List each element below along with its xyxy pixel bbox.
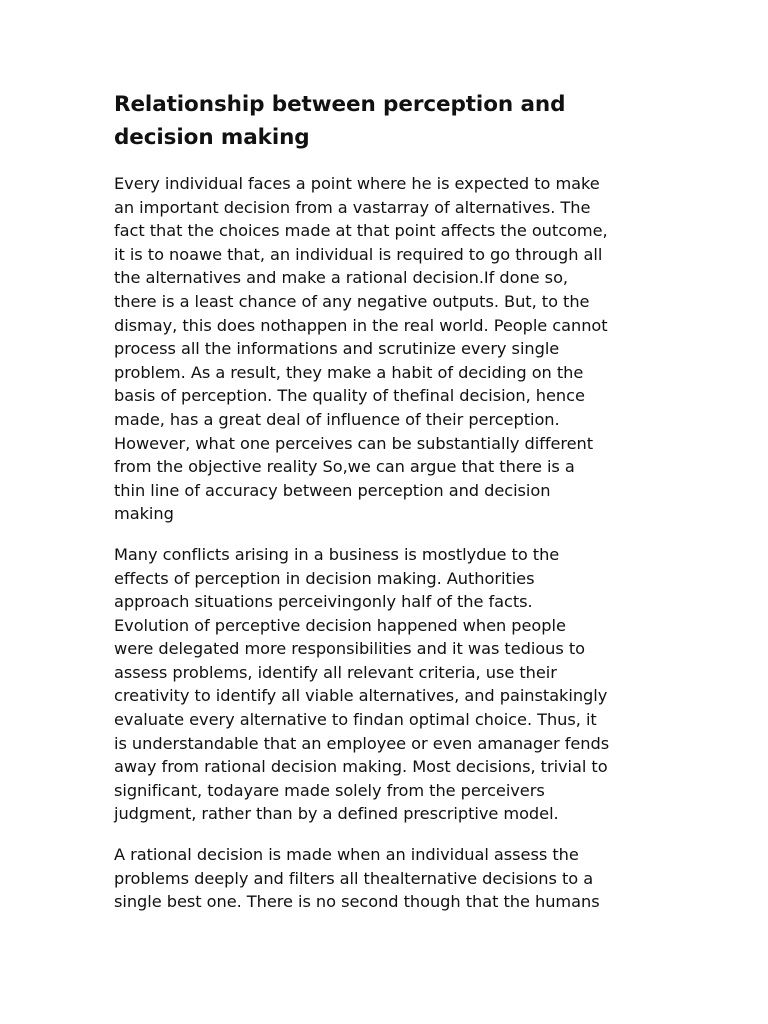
text-line: assess problems, identify all relevant criteria, use their (114, 662, 557, 682)
text-line: an important decision from a vastarray of alternatives. The (114, 197, 591, 217)
text-line: there is a least chance of any negative outputs. But, to the (114, 291, 590, 311)
document-title (114, 88, 659, 154)
text-line: made, has a great deal of influence of their perception. (114, 409, 560, 429)
text-line: evaluate every alternative to findan optimal choice. Thus, it (114, 710, 597, 730)
text-line: it is to noawe that, an individual is required to go through all (114, 244, 603, 264)
text-line: Many conflicts arising in a business is mostlydue to the (114, 544, 560, 564)
paragraph-3 (114, 843, 659, 914)
text-line: Every individual faces a point where he is expected to make (114, 174, 600, 193)
document-page (114, 88, 659, 931)
text-line: dismay, this does nothappen in the real world. People cannot (114, 315, 608, 335)
text-line: were delegated more responsibilities and it was tedious to (114, 639, 586, 659)
text-line: problems deeply and filters all thealternative decisions to a (114, 868, 594, 888)
text-line: thin line of accuracy between perception and decision (114, 480, 551, 500)
text-line: A rational decision is made when an individual assess the (114, 845, 579, 865)
title-line: Relationship between perception and (114, 92, 566, 117)
text-line: significant, todayare made solely from the perceivers (114, 780, 545, 800)
text-line: However, what one perceives can be substantially different (114, 433, 594, 453)
text-line: fact that the choices made at that point affects the outcome, (114, 221, 608, 241)
paragraph-2 (114, 543, 659, 826)
text-line: from the objective reality So,we can argue that there is a (114, 457, 575, 477)
text-line: problem. As a result, they make a habit of deciding on the (114, 362, 584, 382)
title-line: decision making (114, 125, 310, 150)
text-line: basis of perception. The quality of thefinal decision, hence (114, 386, 585, 406)
text-line: creativity to identify all viable alternatives, and painstakingly (114, 686, 608, 706)
text-line: single best one. There is no second though that the humans (114, 892, 600, 912)
text-line: Evolution of perceptive decision happened when people (114, 615, 566, 635)
text-line: judgment, rather than by a defined prescriptive model. (114, 804, 559, 824)
text-line: effects of perception in decision making. Authorities (114, 568, 535, 588)
paragraph-1 (114, 172, 659, 526)
text-line: the alternatives and make a rational decision.If done so, (114, 268, 569, 288)
text-line: making (114, 504, 174, 524)
text-line: away from rational decision making. Most decisions, trivial to (114, 757, 608, 777)
text-line: process all the informations and scrutinize every single (114, 339, 560, 359)
text-line: is understandable that an employee or even amanager fends (114, 733, 610, 753)
text-line: approach situations perceivingonly half of the facts. (114, 592, 533, 612)
